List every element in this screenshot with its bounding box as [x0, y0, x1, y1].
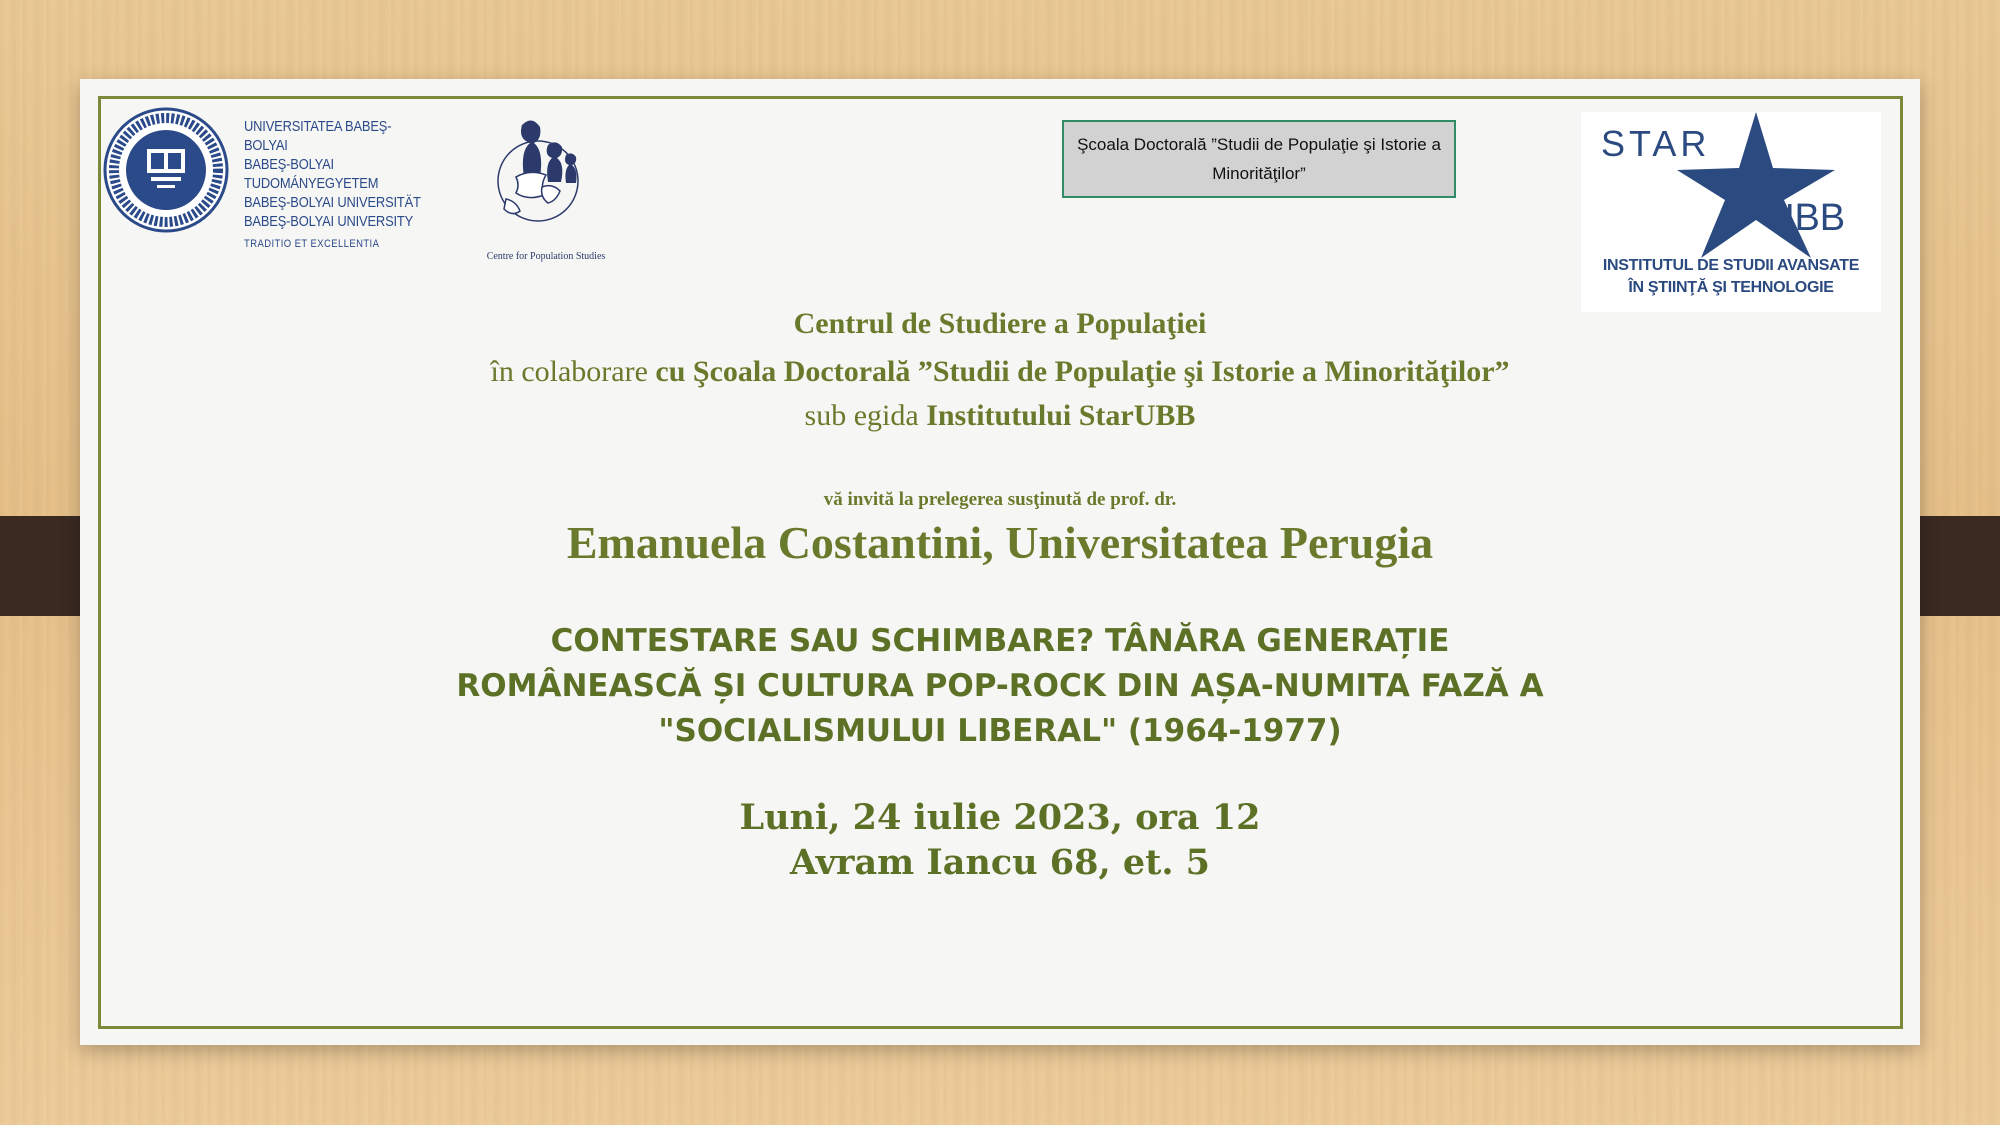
- collaboration-line: [150, 355, 1850, 389]
- event-location: Avram Iancu 68, et. 5: [789, 842, 1211, 883]
- ubb-university-names: [244, 117, 433, 254]
- lecture-title-line3: "SOCIALISMULUI LIBERAL" (1964-1977): [658, 713, 1342, 749]
- doctoral-school-box: [1062, 120, 1456, 198]
- speaker-name: Emanuela Costantini, Universitatea Perugia: [566, 517, 1434, 568]
- ubb-name-en: BABEŞ-BOLYAI UNIVERSITY: [244, 213, 414, 230]
- patronage-line: [150, 399, 1850, 433]
- collaboration-cu: cu: [655, 355, 686, 388]
- patronage-prefix: sub egida: [804, 399, 919, 432]
- ubb-name-de: BABEŞ-BOLYAI UNIVERSITÄT: [244, 194, 421, 211]
- population-studies-caption: Centre for Population Studies: [486, 251, 606, 262]
- starubb-caption-line1: INSTITUTUL DE STUDII AVANSATE: [1602, 257, 1860, 274]
- doctoral-school-label: Şcoala Doctorală ”Studii de Populaţie şi Istorie a Minorităţilor”: [1077, 135, 1441, 183]
- lecture-title-line1: CONTESTARE SAU SCHIMBARE? TÂNĂRA GENERAȚIE: [550, 623, 1450, 659]
- invitation-line: vă invită la prelegerea susţinută de prof. dr.: [823, 489, 1177, 510]
- ubb-word: UBB: [1767, 197, 1846, 239]
- starubb-logo: [1581, 112, 1881, 312]
- collaboration-school: Şcoala Doctorală ”Studii de Populaţie şi Istorie a Minorităţilor”: [692, 355, 1510, 388]
- ubb-name-hu: BABEŞ-BOLYAI TUDOMÁNYEGYETEM: [244, 156, 379, 192]
- starubb-caption-line2: ÎN ŞTIINŢĂ ŞI TEHNOLOGIE: [1628, 279, 1834, 296]
- ubb-name-ro: UNIVERSITATEA BABEŞ-BOLYAI: [244, 118, 392, 154]
- lecture-title-line2: ROMÂNEASCĂ ȘI CULTURA POP-ROCK DIN AȘA-NUMITA FAZĂ A: [456, 668, 1544, 704]
- invitation-card: [80, 79, 1920, 1045]
- star-icon: [1581, 112, 1881, 262]
- patronage-institute: Institutului StarUBB: [926, 399, 1196, 432]
- ubb-seal-logo: [103, 107, 229, 233]
- star-word: STAR: [1601, 123, 1711, 164]
- ubb-motto: TRADITIO ET EXCELLENTIA: [244, 238, 380, 250]
- event-details: [150, 795, 1850, 885]
- event-date: Luni, 24 iulie 2023, ora 12: [739, 797, 1261, 838]
- starubb-caption: [1581, 255, 1881, 299]
- population-studies-logo: [482, 107, 602, 227]
- collaboration-prefix: în colaborare: [490, 355, 648, 388]
- lecture-title: [150, 619, 1850, 754]
- organizer-line: Centrul de Studiere a Populaţiei: [793, 307, 1207, 340]
